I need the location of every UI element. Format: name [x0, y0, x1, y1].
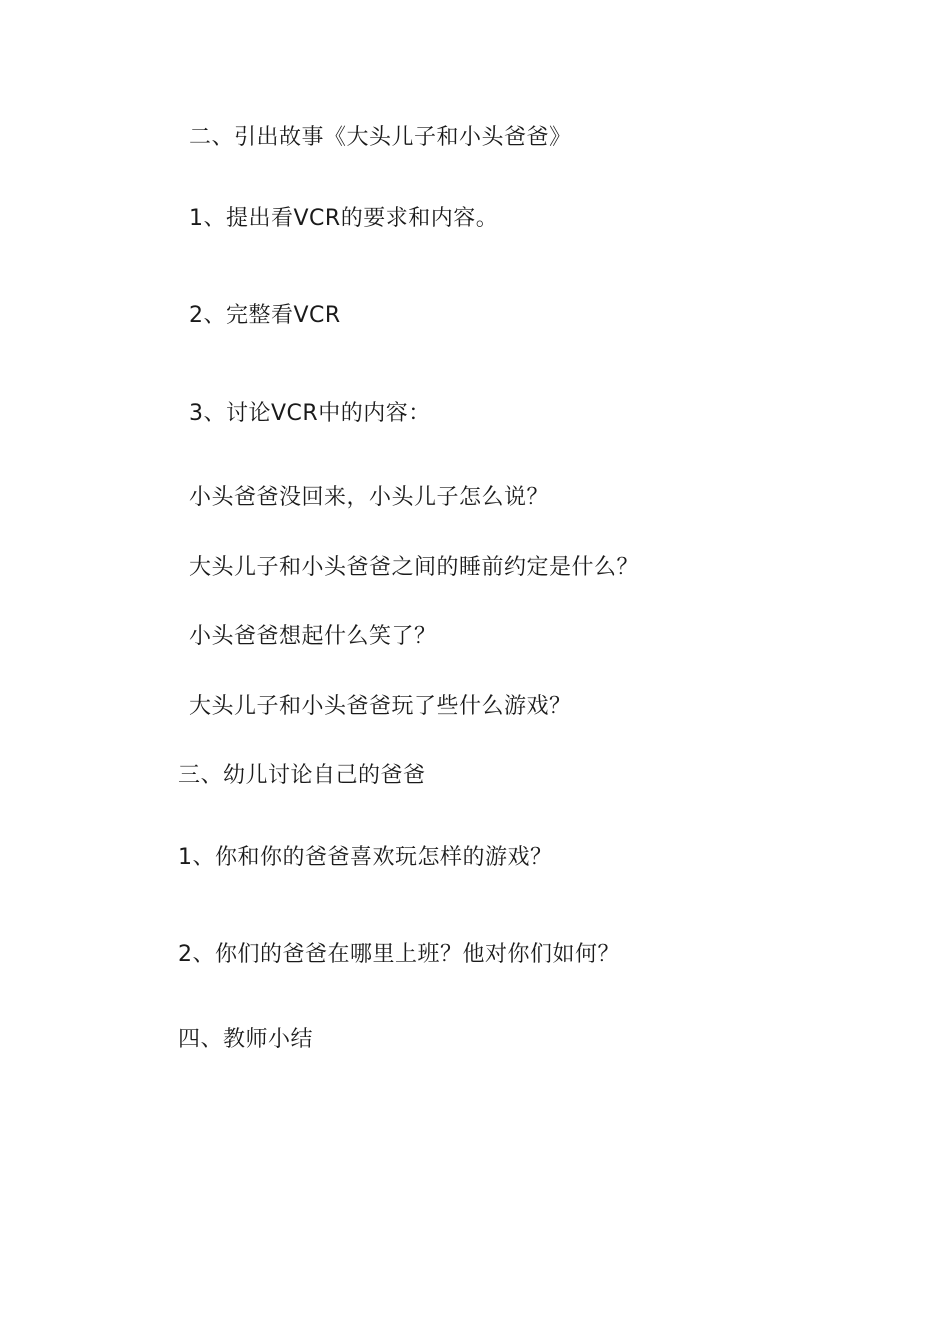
section-heading-4: 四、教师小结: [178, 1027, 314, 1052]
discussion-question-3: 小头爸爸想起什么笑了？: [189, 624, 437, 649]
list-item-2-1: 1、提出看VCR的要求和内容。: [189, 206, 499, 231]
section-heading-2: 二、引出故事《大头儿子和小头爸爸》: [189, 125, 572, 150]
list-item-3-1: 1、你和你的爸爸喜欢玩怎样的游戏？: [178, 845, 553, 870]
list-item-2-2: 2、完整看VCR: [189, 303, 341, 328]
discussion-question-2: 大头儿子和小头爸爸之间的睡前约定是什么？: [189, 555, 640, 580]
discussion-question-1: 小头爸爸没回来，小头儿子怎么说？: [189, 485, 550, 510]
discussion-question-4: 大头儿子和小头爸爸玩了些什么游戏？: [189, 694, 572, 719]
list-item-3-2: 2、你们的爸爸在哪里上班？他对你们如何？: [178, 942, 620, 967]
section-heading-3: 三、幼儿讨论自己的爸爸: [178, 763, 426, 788]
list-item-2-3: 3、讨论VCR中的内容：: [189, 401, 431, 426]
